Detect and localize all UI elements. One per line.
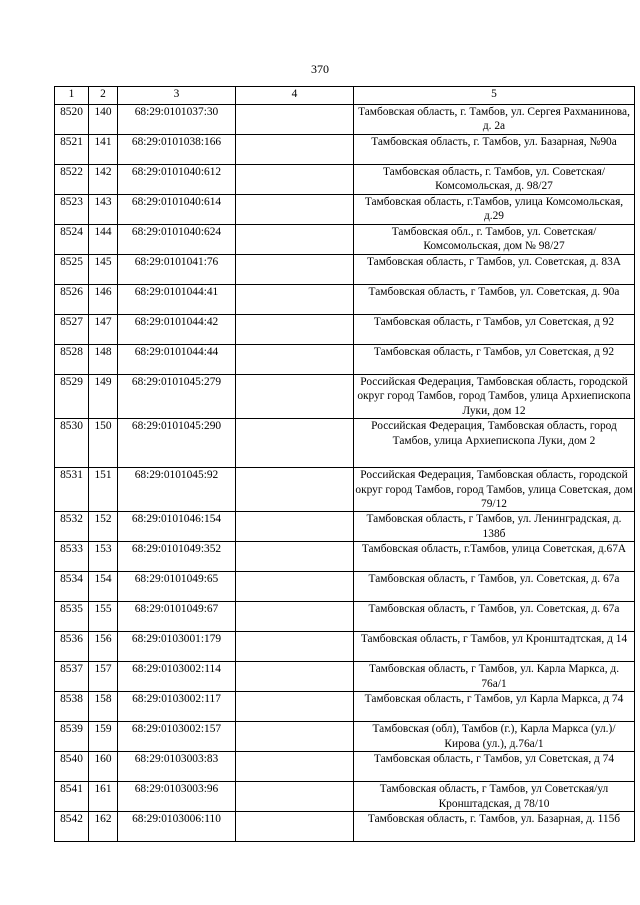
table-row [55, 375, 635, 419]
cell-index: 155 [89, 602, 118, 632]
cell-cadastral-number: 68:29:0101037:30 [118, 105, 236, 135]
cell-cadastral-number: 68:29:0101038:166 [118, 135, 236, 165]
cell-cadastral-number: 68:29:0101040:614 [118, 195, 236, 225]
cell-address: Тамбовская область, г Тамбов, ул Советская, д 92 [354, 345, 635, 375]
cell-index: 146 [89, 285, 118, 315]
table-row [55, 752, 635, 782]
cell-column-4 [236, 315, 354, 345]
table-row [55, 542, 635, 572]
cell-index: 159 [89, 722, 118, 752]
cell-cadastral-number: 68:29:0103002:157 [118, 722, 236, 752]
cell-row-number: 8520 [55, 105, 89, 135]
cell-column-4 [236, 105, 354, 135]
cell-address: Тамбовская область, г. Тамбов, ул. Сергея Рахманинова, д. 2а [354, 105, 635, 135]
cell-address: Тамбовская область, г. Тамбов, ул. Базарная, №90а [354, 135, 635, 165]
table-row [55, 692, 635, 722]
table-row [55, 468, 635, 512]
column-header: 3 [118, 87, 236, 105]
cell-index: 140 [89, 105, 118, 135]
table-row [55, 572, 635, 602]
cell-address: Тамбовская область, г Тамбов, ул Карла Маркса, д 74 [354, 692, 635, 722]
table-row [55, 255, 635, 285]
cell-address: Тамбовская область, г Тамбов, ул. Карла Маркса, д. 76а/1 [354, 662, 635, 692]
cell-column-4 [236, 542, 354, 572]
cell-cadastral-number: 68:29:0103001:179 [118, 632, 236, 662]
table-row [55, 225, 635, 255]
cell-row-number: 8523 [55, 195, 89, 225]
cell-row-number: 8524 [55, 225, 89, 255]
cell-row-number: 8542 [55, 812, 89, 842]
table-row [55, 782, 635, 812]
cell-cadastral-number: 68:29:0101040:612 [118, 165, 236, 195]
cell-index: 141 [89, 135, 118, 165]
table-row [55, 662, 635, 692]
cell-cadastral-number: 68:29:0101046:154 [118, 512, 236, 542]
cell-cadastral-number: 68:29:0103002:114 [118, 662, 236, 692]
cell-cadastral-number: 68:29:0101040:624 [118, 225, 236, 255]
cell-row-number: 8532 [55, 512, 89, 542]
cell-address: Тамбовская область, г.Тамбов, улица Советская, д.67А [354, 542, 635, 572]
column-header: 4 [236, 87, 354, 105]
cell-column-4 [236, 345, 354, 375]
cell-address: Тамбовская обл., г. Тамбов, ул. Советская/Комсомольская, дом № 98/27 [354, 225, 635, 255]
cell-address: Тамбовская область, г Тамбов, ул Кронштадтская, д 14 [354, 632, 635, 662]
cell-index: 145 [89, 255, 118, 285]
cell-row-number: 8537 [55, 662, 89, 692]
cell-cadastral-number: 68:29:0101049:352 [118, 542, 236, 572]
cell-row-number: 8525 [55, 255, 89, 285]
table-row [55, 165, 635, 195]
cell-index: 151 [89, 468, 118, 512]
cell-index: 157 [89, 662, 118, 692]
cell-index: 158 [89, 692, 118, 722]
cell-address: Тамбовская область, г.Тамбов, улица Комсомольская, д.29 [354, 195, 635, 225]
cell-cadastral-number: 68:29:0101045:279 [118, 375, 236, 419]
cell-index: 153 [89, 542, 118, 572]
cell-column-4 [236, 602, 354, 632]
cell-index: 142 [89, 165, 118, 195]
cell-address: Тамбовская область, г Тамбов, ул. Советская, д. 83А [354, 255, 635, 285]
cell-column-4 [236, 165, 354, 195]
cell-row-number: 8531 [55, 468, 89, 512]
cell-row-number: 8521 [55, 135, 89, 165]
table-row [55, 632, 635, 662]
cell-index: 162 [89, 812, 118, 842]
table-row [55, 512, 635, 542]
cell-row-number: 8534 [55, 572, 89, 602]
cell-cadastral-number: 68:29:0101045:92 [118, 468, 236, 512]
cell-cadastral-number: 68:29:0101049:67 [118, 602, 236, 632]
cell-row-number: 8541 [55, 782, 89, 812]
cell-column-4 [236, 572, 354, 602]
cell-index: 152 [89, 512, 118, 542]
cell-cadastral-number: 68:29:0101044:44 [118, 345, 236, 375]
cell-column-4 [236, 135, 354, 165]
cell-row-number: 8522 [55, 165, 89, 195]
cell-address: Тамбовская область, г Тамбов, ул. Ленинградская, д. 138б [354, 512, 635, 542]
cell-index: 149 [89, 375, 118, 419]
cell-row-number: 8530 [55, 419, 89, 468]
cell-column-4 [236, 375, 354, 419]
cell-cadastral-number: 68:29:0103003:83 [118, 752, 236, 782]
cell-address: Российская Федерация, Тамбовская область, город Тамбов, улица Архиепископа Луки, дом 2 [354, 419, 635, 468]
column-header: 5 [354, 87, 635, 105]
cell-address: Тамбовская область, г Тамбов, ул. Советская, д. 67а [354, 572, 635, 602]
table-row [55, 285, 635, 315]
cell-index: 150 [89, 419, 118, 468]
cell-address: Тамбовская область, г. Тамбов, ул. Советская/Комсомольская, д. 98/27 [354, 165, 635, 195]
cell-column-4 [236, 225, 354, 255]
cell-row-number: 8535 [55, 602, 89, 632]
column-header: 1 [55, 87, 89, 105]
table-row [55, 812, 635, 842]
cell-address: Тамбовская (обл), Тамбов (г.), Карла Маркса (ул.)/Кирова (ул.), д.76а/1 [354, 722, 635, 752]
table-row [55, 602, 635, 632]
cell-row-number: 8529 [55, 375, 89, 419]
cell-column-4 [236, 512, 354, 542]
table-row [55, 105, 635, 135]
cell-address: Тамбовская область, г Тамбов, ул Советская, д 74 [354, 752, 635, 782]
cell-address: Тамбовская область, г Тамбов, ул. Советская, д. 90а [354, 285, 635, 315]
page-number: 370 [311, 62, 329, 76]
cell-row-number: 8539 [55, 722, 89, 752]
cell-column-4 [236, 662, 354, 692]
cell-row-number: 8536 [55, 632, 89, 662]
cell-row-number: 8526 [55, 285, 89, 315]
cell-row-number: 8540 [55, 752, 89, 782]
table-row [55, 419, 635, 468]
cell-row-number: 8528 [55, 345, 89, 375]
cell-column-4 [236, 752, 354, 782]
cell-cadastral-number: 68:29:0101044:42 [118, 315, 236, 345]
cell-index: 156 [89, 632, 118, 662]
cell-address: Тамбовская область, г Тамбов, ул. Советская, д. 67а [354, 602, 635, 632]
cell-address: Тамбовская область, г Тамбов, ул Советская/ул Кронштадская, д 78/10 [354, 782, 635, 812]
cell-cadastral-number: 68:29:0101049:65 [118, 572, 236, 602]
cell-cadastral-number: 68:29:0101045:290 [118, 419, 236, 468]
cell-index: 144 [89, 225, 118, 255]
cell-column-4 [236, 722, 354, 752]
cell-column-4 [236, 812, 354, 842]
cell-index: 148 [89, 345, 118, 375]
table-row [55, 135, 635, 165]
cell-column-4 [236, 692, 354, 722]
cell-cadastral-number: 68:29:0103003:96 [118, 782, 236, 812]
cell-index: 147 [89, 315, 118, 345]
cell-cadastral-number: 68:29:0103006:110 [118, 812, 236, 842]
table-row [55, 195, 635, 225]
cell-index: 160 [89, 752, 118, 782]
cell-column-4 [236, 419, 354, 468]
table-row [55, 345, 635, 375]
cell-row-number: 8538 [55, 692, 89, 722]
cell-index: 143 [89, 195, 118, 225]
cell-address: Российская Федерация, Тамбовская область, городской округ город Тамбов, город Тамбов, улица Советская, дом 79/12 [355, 469, 633, 511]
cell-row-number: 8527 [55, 315, 89, 345]
cell-column-4 [236, 195, 354, 225]
cell-index: 154 [89, 572, 118, 602]
column-header: 2 [89, 87, 118, 105]
header-row [55, 87, 635, 105]
cell-address: Тамбовская область, г Тамбов, ул Советская, д 92 [354, 315, 635, 345]
cell-column-4 [236, 468, 354, 512]
cell-column-4 [236, 285, 354, 315]
cell-column-4 [236, 255, 354, 285]
table-row [55, 315, 635, 345]
cell-cadastral-number: 68:29:0101041:76 [118, 255, 236, 285]
cell-cadastral-number: 68:29:0103002:117 [118, 692, 236, 722]
property-table [54, 86, 635, 842]
cell-column-4 [236, 782, 354, 812]
cell-index: 161 [89, 782, 118, 812]
table-row [55, 722, 635, 752]
cell-cadastral-number: 68:29:0101044:41 [118, 285, 236, 315]
cell-row-number: 8533 [55, 542, 89, 572]
cell-address: Тамбовская область, г. Тамбов, ул. Базарная, д. 115б [354, 812, 635, 842]
cell-column-4 [236, 632, 354, 662]
cell-address: Российская Федерация, Тамбовская область, городской округ город Тамбов, город Тамбов, улица Архиепископа Луки, дом 12 [354, 375, 635, 419]
